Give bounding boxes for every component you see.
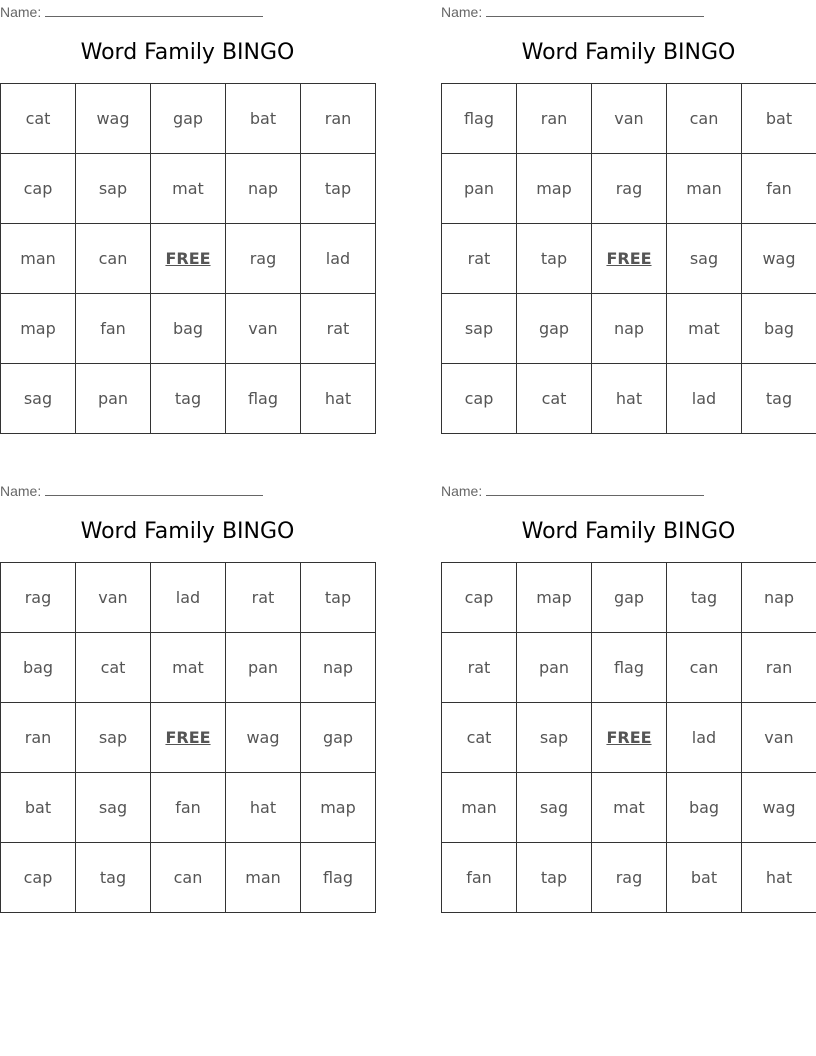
grid-cell: rat xyxy=(442,224,517,294)
grid-cell: tap xyxy=(517,843,592,913)
grid-row xyxy=(442,703,816,773)
name-field xyxy=(0,482,263,499)
grid-cell: can xyxy=(151,843,226,913)
grid-cell: pan xyxy=(442,154,517,224)
grid-cell: tag xyxy=(151,364,226,434)
grid-cell: lad xyxy=(151,563,226,633)
grid-cell: pan xyxy=(76,364,151,434)
grid-cell: cat xyxy=(76,633,151,703)
grid-cell: gap xyxy=(301,703,376,773)
grid-cell: tap xyxy=(301,154,376,224)
grid-cell: sag xyxy=(667,224,742,294)
grid-cell: hat xyxy=(592,364,667,434)
grid-cell: gap xyxy=(151,84,226,154)
grid-cell: sap xyxy=(76,154,151,224)
grid-row xyxy=(1,703,376,773)
grid-cell: cap xyxy=(1,154,76,224)
grid-cell: map xyxy=(517,563,592,633)
grid-cell: cat xyxy=(1,84,76,154)
grid-cell: tag xyxy=(76,843,151,913)
grid-cell: sap xyxy=(76,703,151,773)
name-blank-line xyxy=(45,482,263,496)
free-space-cell: FREE xyxy=(592,224,667,294)
grid-cell: flag xyxy=(442,84,517,154)
grid-cell: bag xyxy=(742,294,816,364)
grid-cell: sag xyxy=(1,364,76,434)
grid-cell: bag xyxy=(1,633,76,703)
grid-cell: cap xyxy=(1,843,76,913)
grid-cell: can xyxy=(667,84,742,154)
grid-cell: bag xyxy=(667,773,742,843)
grid-cell: fan xyxy=(151,773,226,843)
grid-cell: ran xyxy=(1,703,76,773)
grid-cell: rag xyxy=(592,843,667,913)
grid-cell: rag xyxy=(592,154,667,224)
grid-row xyxy=(442,364,816,434)
grid-cell: hat xyxy=(742,843,816,913)
grid-cell: tag xyxy=(742,364,816,434)
name-label: Name: xyxy=(441,483,483,499)
grid-cell: cap xyxy=(442,563,517,633)
grid-cell: lad xyxy=(301,224,376,294)
grid-cell: ran xyxy=(517,84,592,154)
grid-cell: fan xyxy=(742,154,816,224)
free-space-cell: FREE xyxy=(151,224,226,294)
grid-cell: mat xyxy=(151,154,226,224)
grid-cell: bat xyxy=(667,843,742,913)
grid-cell: rat xyxy=(226,563,301,633)
grid-cell: cat xyxy=(442,703,517,773)
grid-cell: rag xyxy=(1,563,76,633)
free-space-cell: FREE xyxy=(592,703,667,773)
grid-cell: nap xyxy=(592,294,667,364)
grid-cell: flag xyxy=(592,633,667,703)
grid-cell: rat xyxy=(442,633,517,703)
name-field xyxy=(441,482,704,499)
grid-cell: tag xyxy=(667,563,742,633)
grid-row xyxy=(442,84,816,154)
grid-cell: flag xyxy=(301,843,376,913)
grid-cell: mat xyxy=(592,773,667,843)
grid-cell: bat xyxy=(1,773,76,843)
name-field xyxy=(0,3,263,20)
grid-cell: can xyxy=(76,224,151,294)
grid-row xyxy=(1,563,376,633)
grid-row xyxy=(1,154,376,224)
grid-cell: ran xyxy=(742,633,816,703)
grid-cell: can xyxy=(667,633,742,703)
card-title: Word Family BINGO xyxy=(80,40,295,65)
name-label: Name: xyxy=(0,4,42,20)
name-field xyxy=(441,3,704,20)
grid-cell: pan xyxy=(517,633,592,703)
grid-cell: van xyxy=(742,703,816,773)
grid-cell: cap xyxy=(442,364,517,434)
grid-row xyxy=(1,773,376,843)
name-blank-line xyxy=(486,482,704,496)
grid-cell: nap xyxy=(301,633,376,703)
grid-row xyxy=(1,224,376,294)
bingo-grid xyxy=(0,562,376,913)
name-blank-line xyxy=(45,3,263,17)
grid-cell: van xyxy=(592,84,667,154)
grid-row xyxy=(442,563,816,633)
card-title: Word Family BINGO xyxy=(521,40,736,65)
grid-cell: man xyxy=(226,843,301,913)
grid-cell: sag xyxy=(76,773,151,843)
grid-row xyxy=(1,84,376,154)
grid-row xyxy=(442,633,816,703)
grid-cell: mat xyxy=(667,294,742,364)
grid-row xyxy=(442,294,816,364)
grid-row xyxy=(442,224,816,294)
grid-cell: wag xyxy=(76,84,151,154)
free-space-cell: FREE xyxy=(151,703,226,773)
grid-cell: map xyxy=(517,154,592,224)
grid-cell: mat xyxy=(151,633,226,703)
grid-cell: map xyxy=(1,294,76,364)
grid-row xyxy=(442,843,816,913)
name-label: Name: xyxy=(0,483,42,499)
grid-cell: bag xyxy=(151,294,226,364)
grid-cell: man xyxy=(1,224,76,294)
grid-cell: nap xyxy=(226,154,301,224)
grid-cell: fan xyxy=(442,843,517,913)
grid-cell: lad xyxy=(667,703,742,773)
bingo-grid xyxy=(0,83,376,434)
grid-cell: van xyxy=(76,563,151,633)
grid-cell: tap xyxy=(517,224,592,294)
grid-cell: man xyxy=(442,773,517,843)
name-label: Name: xyxy=(441,4,483,20)
grid-cell: rag xyxy=(226,224,301,294)
grid-cell: nap xyxy=(742,563,816,633)
grid-cell: gap xyxy=(592,563,667,633)
grid-row xyxy=(442,773,816,843)
grid-cell: cat xyxy=(517,364,592,434)
grid-row xyxy=(1,633,376,703)
grid-cell: wag xyxy=(226,703,301,773)
grid-cell: hat xyxy=(226,773,301,843)
grid-cell: bat xyxy=(742,84,816,154)
grid-cell: tap xyxy=(301,563,376,633)
grid-cell: wag xyxy=(742,773,816,843)
grid-cell: fan xyxy=(76,294,151,364)
grid-row xyxy=(442,154,816,224)
name-blank-line xyxy=(486,3,704,17)
grid-row xyxy=(1,364,376,434)
grid-cell: pan xyxy=(226,633,301,703)
grid-row xyxy=(1,294,376,364)
grid-cell: sap xyxy=(517,703,592,773)
grid-cell: sap xyxy=(442,294,517,364)
bingo-grid xyxy=(441,83,816,434)
grid-cell: map xyxy=(301,773,376,843)
grid-cell: bat xyxy=(226,84,301,154)
grid-cell: man xyxy=(667,154,742,224)
grid-cell: lad xyxy=(667,364,742,434)
grid-cell: gap xyxy=(517,294,592,364)
bingo-grid xyxy=(441,562,816,913)
grid-cell: wag xyxy=(742,224,816,294)
grid-cell: hat xyxy=(301,364,376,434)
grid-cell: rat xyxy=(301,294,376,364)
grid-cell: sag xyxy=(517,773,592,843)
card-title: Word Family BINGO xyxy=(521,519,736,544)
grid-cell: ran xyxy=(301,84,376,154)
grid-cell: flag xyxy=(226,364,301,434)
grid-cell: van xyxy=(226,294,301,364)
card-title: Word Family BINGO xyxy=(80,519,295,544)
grid-row xyxy=(1,843,376,913)
